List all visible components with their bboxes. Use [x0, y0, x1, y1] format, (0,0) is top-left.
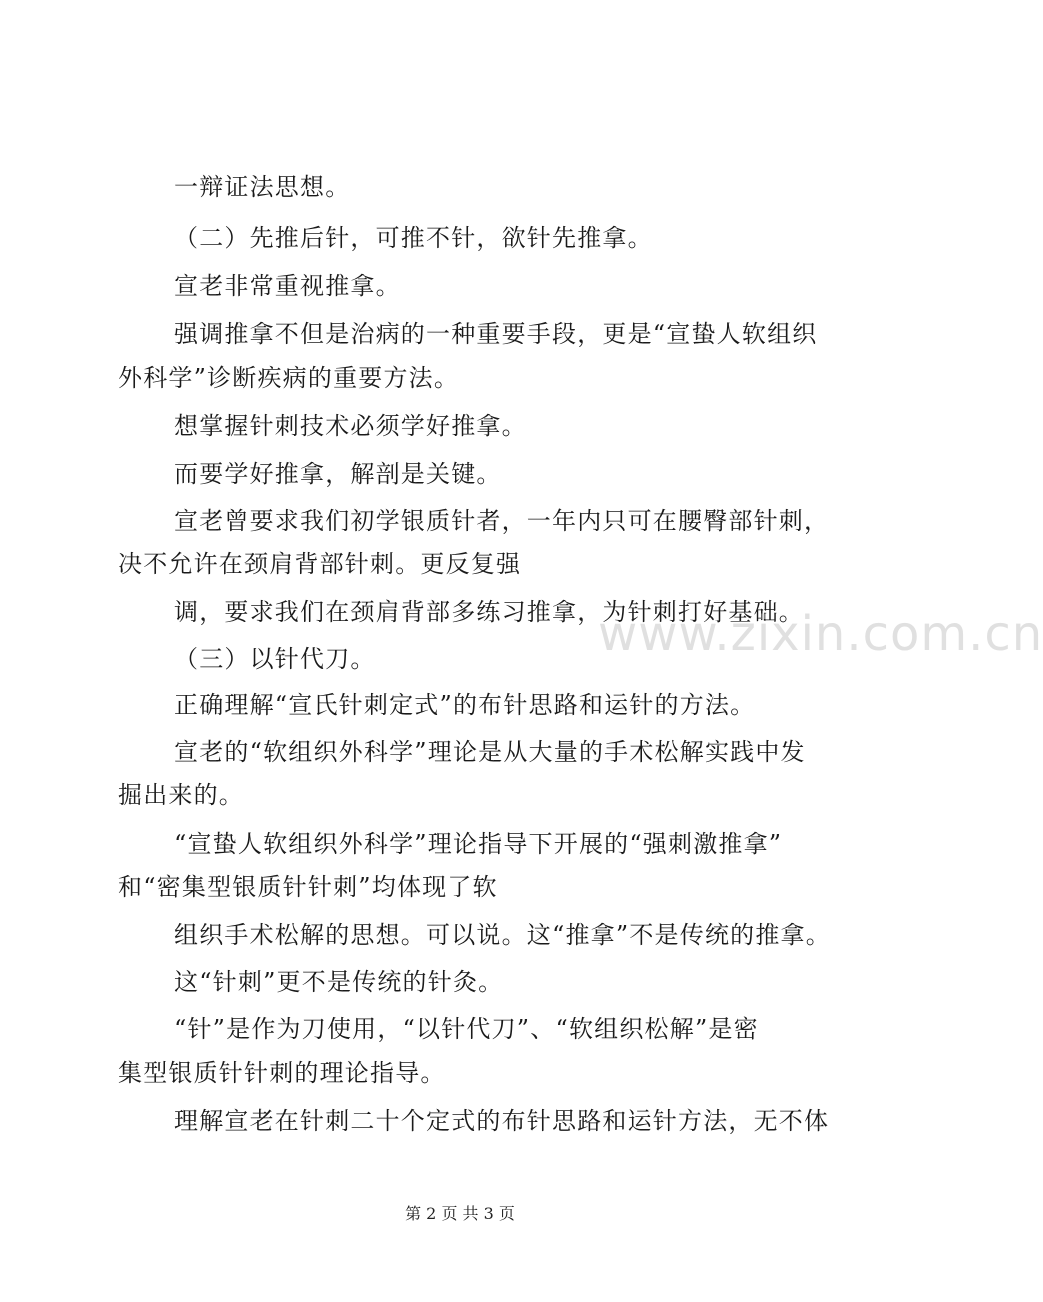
text-line: 掘出来的。 — [118, 781, 244, 809]
text-line: 宣老曾要求我们初学银质针者，一年内只可在腰臀部针刺， — [174, 507, 830, 535]
text-line: （二）先推后针，可推不针，欲针先推拿。 — [174, 224, 653, 252]
text-line: 和“密集型银质针针刺”均体现了软 — [118, 873, 498, 901]
text-line: 宣老的“软组织外科学”理论是从大量的手术松解实践中发 — [174, 738, 806, 766]
text-line: 宣老非常重视推拿。 — [174, 272, 401, 300]
text-line: 决不允许在颈肩背部针刺。更反复强 — [118, 550, 522, 578]
text-line: 强调推拿不但是治病的一种重要手段，更是“宣蛰人软组织 — [174, 320, 818, 348]
text-line: “针”是作为刀使用，“以针代刀”、“软组织松解”是密 — [174, 1015, 759, 1043]
text-line: 理解宣老在针刺二十个定式的布针思路和运针方法，无不体 — [174, 1107, 830, 1135]
text-line: 而要学好推拿，解剖是关键。 — [174, 460, 502, 488]
page-footer: 第 2 页 共 3 页 — [405, 1204, 515, 1223]
text-line: 想掌握针刺技术必须学好推拿。 — [174, 412, 527, 440]
text-line: 调，要求我们在颈肩背部多练习推拿，为针刺打好基础。 — [174, 598, 804, 626]
text-line: 正确理解“宣氏针刺定式”的布针思路和运针的方法。 — [174, 691, 756, 719]
watermark: www.zixin.com.cn — [598, 606, 1043, 662]
text-line: 这“针刺”更不是传统的针灸。 — [174, 968, 504, 996]
text-line: 外科学”诊断疾病的重要方法。 — [118, 364, 460, 392]
text-line: 组织手术松解的思想。可以说。这“推拿”不是传统的推拿。 — [174, 921, 831, 949]
text-line: “宣蛰人软组织外科学”理论指导下开展的“强刺激推拿” — [174, 830, 783, 858]
text-line: 集型银质针针刺的理论指导。 — [118, 1059, 446, 1087]
text-line: 一辩证法思想。 — [174, 173, 351, 201]
text-line: （三）以针代刀。 — [174, 645, 376, 673]
